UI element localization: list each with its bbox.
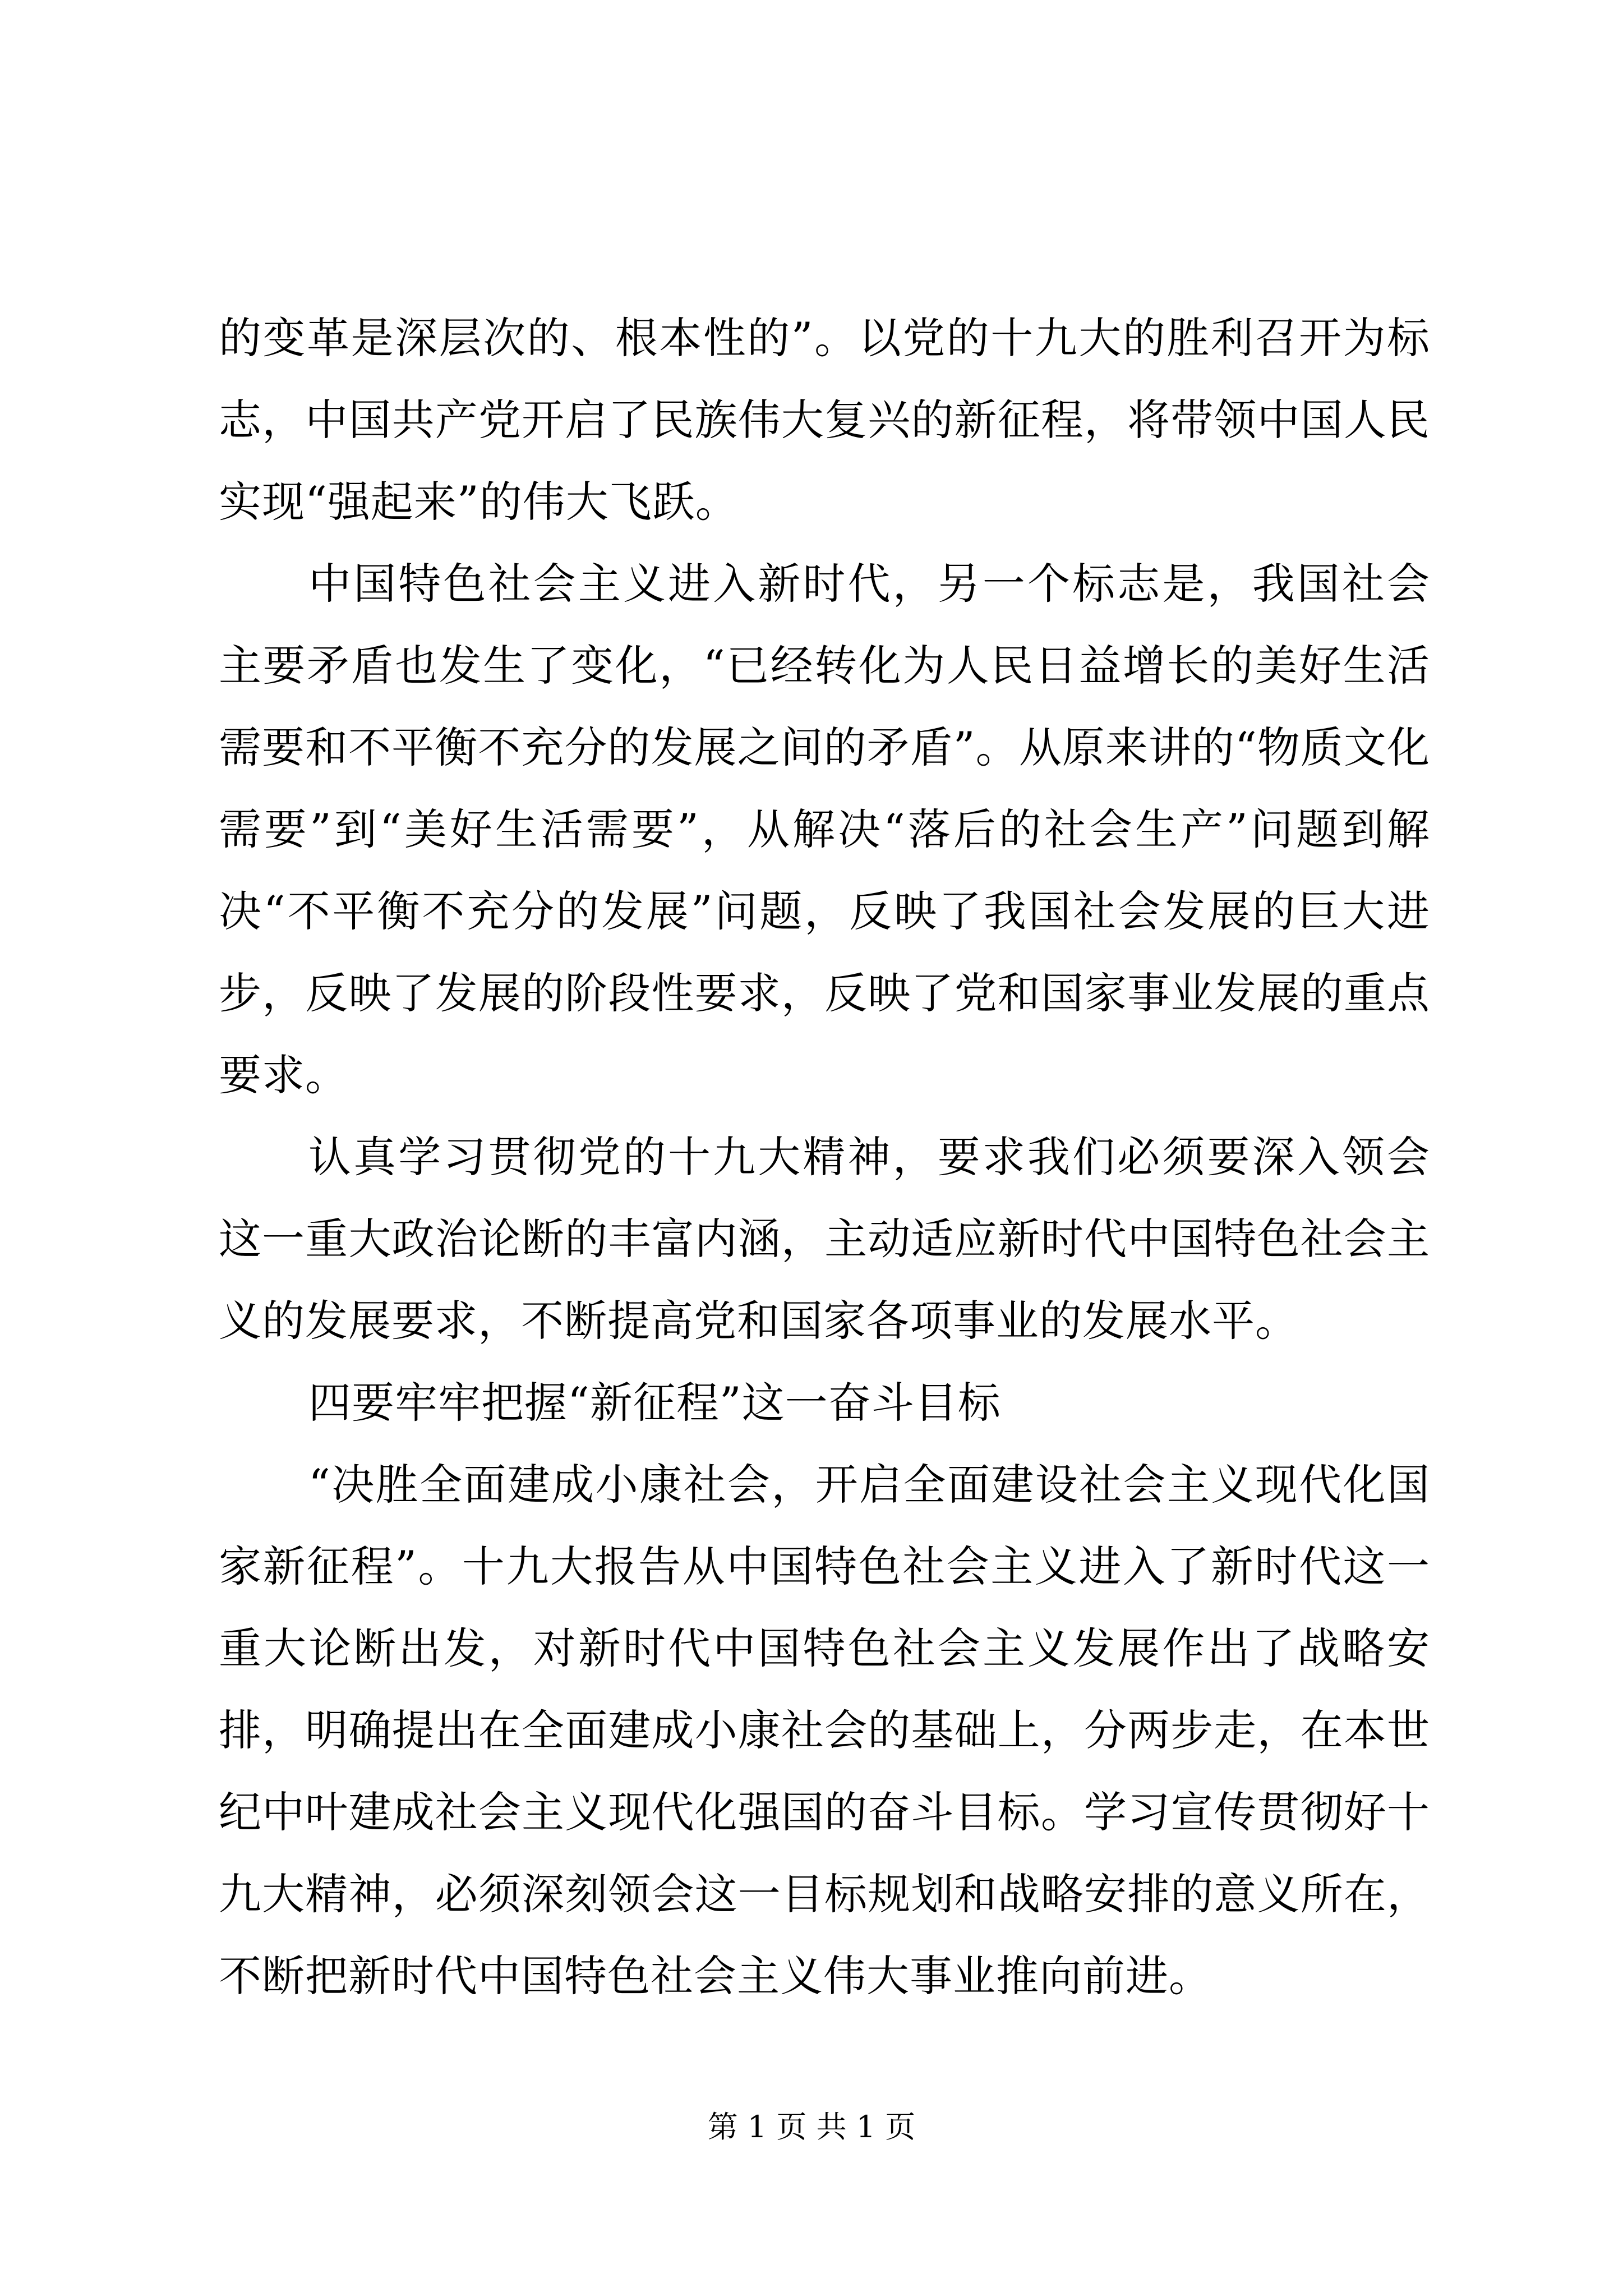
document-body (219, 297, 1430, 2017)
page-footer: 第 1 页 共 1 页 (707, 2109, 916, 2145)
paragraph-main-contradiction: 中国特色社会主义进入新时代，另一个标志是，我国社会主要矛盾也发生了变化，“已经转化为人民日益增长的美好生活需要和不平衡不充分的发展之间的矛盾”。从原来讲的“物质文化需要”到“美好生活需要”，从解决“落后的社会生产”问题到解决“不平衡不充分的发展”问题，反映了我国社会发展的巨大进步，反映了发展的阶段性要求，反映了党和国家事业发展的重点要求。 (219, 559, 1430, 1100)
paragraph-new-journey: “决胜全面建成小康社会，开启全面建设社会主义现代化国家新征程”。十九大报告从中国特色社会主义进入了新时代这一重大论断出发，对新时代中国特色社会主义发展作出了战略安排，明确提出在全面建成小康社会的基础上，分两步走，在本世纪中叶建成社会主义现代化强国的奋斗目标。学习宣传贯彻好十九大精神，必须深刻领会这一目标规划和战略安排的意义所在，不断把新时代中国特色社会主义伟大事业推向前进。 (219, 1460, 1430, 2001)
section-heading: 四要牢牢把握“新征程”这一奋斗目标 (308, 1378, 1001, 1428)
paragraph-continuation: 的变革是深层次的、根本性的”。以党的十九大的胜利召开为标志，中国共产党开启了民族伟大复兴的新征程，将带领中国人民实现“强起来”的伟大飞跃。 (219, 313, 1430, 527)
paragraph-study-spirit: 认真学习贯彻党的十九大精神，要求我们必须要深入领会这一重大政治论断的丰富内涵，主动适应新时代中国特色社会主义的发展要求，不断提高党和国家各项事业的发展水平。 (219, 1132, 1430, 1346)
